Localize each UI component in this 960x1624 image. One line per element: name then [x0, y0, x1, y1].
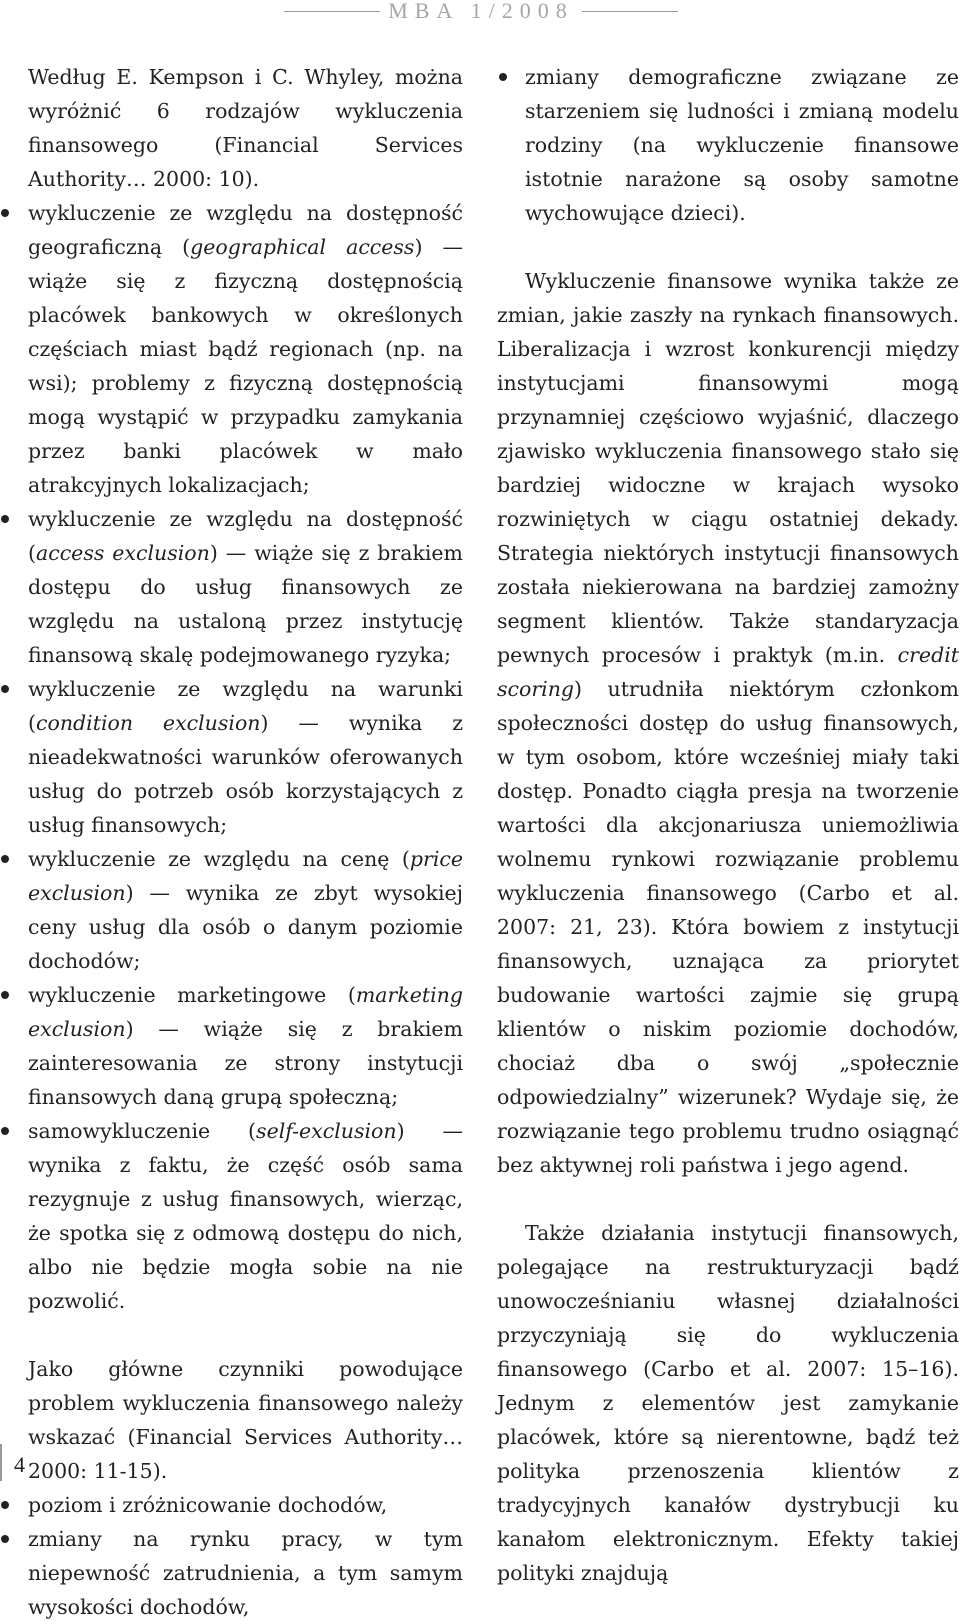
header-rule-left	[284, 11, 380, 12]
factors-list-continued	[497, 60, 959, 230]
intro-paragraph: Według E. Kempson i C. Whyley, można wyróżnić 6 rodzajów wykluczenia finansowego (Financial Services Authority… 2000: 10).	[28, 65, 463, 191]
list-item: wykluczenie ze względu na dostępność (access exclusion) — wiąże się z brakiem dostępu do usług finansowych ze względu na ustaloną przez instytucję finansową skalę podejmowanego ryzyka;	[28, 502, 463, 672]
list-item: poziom i zróżnicowanie dochodów,	[28, 1488, 463, 1522]
term: condition exclusion	[36, 711, 261, 735]
exclusion-types-list	[28, 196, 463, 1318]
right-column	[497, 60, 959, 1590]
list-item: wykluczenie ze względu na dostępność geograficzną (geographical access) — wiąże się z fizyczną dostępnością placówek bankowych w określonych częściach miast bądź regionach (np. na wsi); problemy z fizyczną dostępnością mogą wystąpić w przypadku zamykania przez banki placówek w mało atrakcyjnych lokalizacjach;	[28, 196, 463, 502]
factors-intro-paragraph: Jako główne czynniki powodujące problem wykluczenia finansowego należy wskazać (Financial Services Authority… 2000: 11-15).	[28, 1357, 463, 1483]
body-paragraph: Wykluczenie finansowe wynika także ze zmian, jakie zaszły na rynkach finansowych. Liberalizacja i wzrost konkurencji między instytucjami finansowymi mogą przynamniej częściowo wyjaśnić, dlaczego zjawisko wykluczenia finansowego stało się bardziej widoczne w krajach wysoko rozwiniętych w ciągu ostatniej dekady. Strategia niektórych instytucji finansowych została niekierowana na bardziej zamożny segment klientów. Także standaryzacja pewnych procesów i praktyk (m.in. credit scoring) utrudniła niektórym członkom społeczności dostęp do usług finansowych, w tym osobom, które wcześniej miały taki dostęp. Ponadto ciągła presja na tworzenie wartości dla akcjonariusza uniemożliwia wolnemu rynkowi rozwiązanie problemu wykluczenia finansowego (Carbo et al. 2007: 21, 23). Która bowiem z instytucji finansowych, uznająca za priorytet budowanie wartości zajmie się grupą klientów o niskim poziomie dochodów, chociaż dba o swój „społecznie odpowiedzialny” wizerunek? Wydaje się, że rozwiązanie tego problemu trudno osiągnąć bez aktywnej roli państwa i jego agend.	[497, 269, 959, 1177]
term: marketing exclusion	[28, 983, 463, 1041]
header-rule-right	[582, 11, 678, 12]
page-number-rule	[0, 1444, 2, 1481]
body-paragraph: Także działania instytucji finansowych, polegające na restrukturyzacji bądź unowocześnianiu własnej działalności przyczyniają się do wykluczenia finansowego (Carbo et al. 2007: 15–16). Jednym z elementów jest zamykanie placówek, które są nierentowne, bądź też polityka przenoszenia klientów z tradycyjnych kanałów dystrybucji ku kanałom elektronicznym. Efekty takiej polityki znajdują	[497, 1221, 959, 1585]
term: access exclusion	[36, 541, 210, 565]
left-column	[28, 60, 463, 1624]
factors-list	[28, 1488, 463, 1624]
list-item: wykluczenie marketingowe (marketing exclusion) — wiąże się z brakiem zainteresowania ze strony instytucji finansowych daną grupą społeczną;	[28, 978, 463, 1114]
term: geographical access	[190, 235, 415, 259]
list-item: samowykluczenie (self-exclusion) — wynika z faktu, że część osób sama rezygnuje z usług finansowych, wierząc, że spotka się z odmową dostępu do nich, albo nie będzie mogła sobie na nie pozwolić.	[28, 1114, 463, 1318]
term: price exclusion	[28, 847, 463, 905]
list-item: zmiany na rynku pracy, w tym niepewność zatrudnienia, a tym samym wysokości dochodów,	[28, 1522, 463, 1624]
list-item: zmiany demograficzne związane ze starzeniem się ludności i zmianą modelu rodziny (na wykluczenie finansowe istotnie narażone są osoby samotne wychowujące dzieci).	[497, 60, 959, 230]
page-number: 4	[14, 1452, 25, 1477]
term: credit scoring	[497, 643, 959, 701]
list-item: wykluczenie ze względu na warunki (condition exclusion) — wynika z nieadekwatności warunków oferowanych usług do potrzeb osób korzystających z usług finansowych;	[28, 672, 463, 842]
list-item: wykluczenie ze względu na cenę (price exclusion) — wynika ze zbyt wysokiej ceny usług dla osób o danym poziomie dochodów;	[28, 842, 463, 978]
running-header	[284, 0, 678, 22]
journal-title: MBA 1/2008	[388, 0, 574, 23]
term: self-exclusion	[256, 1119, 397, 1143]
